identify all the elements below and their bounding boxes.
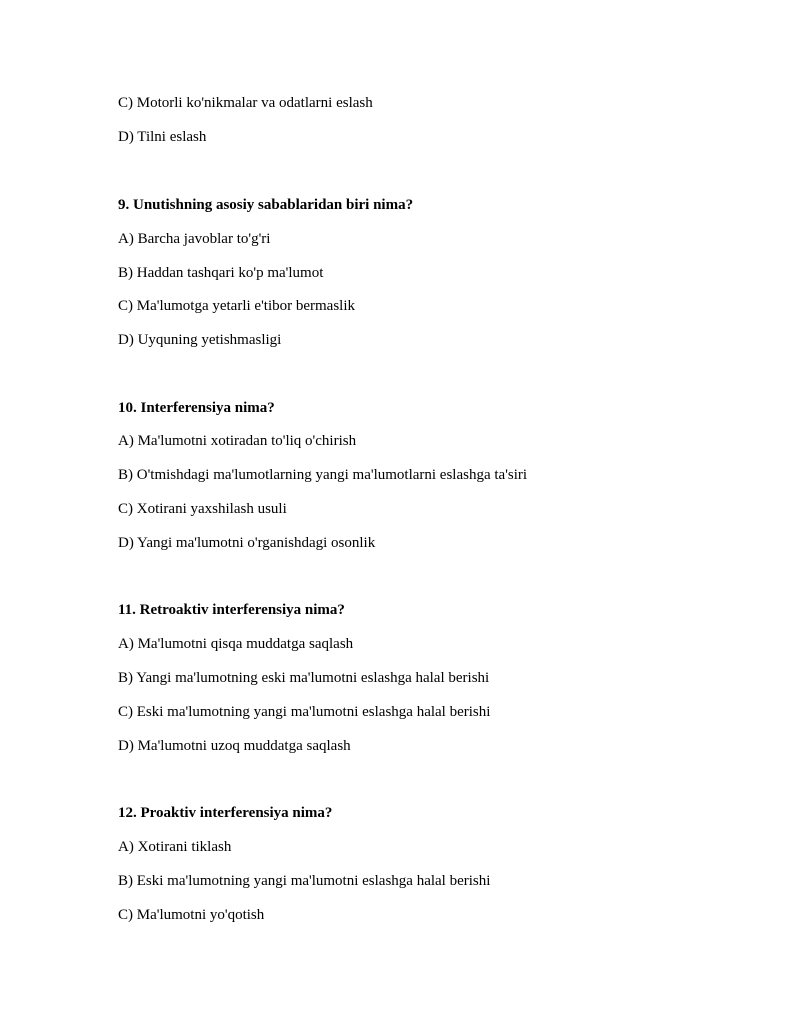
question-12-option-b: B) Eski ma'lumotning yangi ma'lumotni eslashga halal berishi <box>118 873 491 889</box>
option-prev-d: D) Tilni eslash <box>118 129 207 145</box>
question-9-option-d: D) Uyquning yetishmasligi <box>118 332 282 348</box>
question-12-option-c: C) Ma'lumotni yo'qotish <box>118 907 265 923</box>
question-11-option-c: C) Eski ma'lumotning yangi ma'lumotni eslashga halal berishi <box>118 704 491 720</box>
question-10-option-b: B) O'tmishdagi ma'lumotlarning yangi ma'lumotlarni eslashga ta'siri <box>118 467 528 483</box>
question-11-title: 11. Retroaktiv interferensiya nima? <box>118 602 345 618</box>
question-10-title: 10. Interferensiya nima? <box>118 400 275 416</box>
question-11-option-a: A) Ma'lumotni qisqa muddatga saqlash <box>118 636 354 652</box>
question-9-option-b: B) Haddan tashqari ko'p ma'lumot <box>118 265 324 281</box>
question-12-title: 12. Proaktiv interferensiya nima? <box>118 805 333 821</box>
question-12-option-a: A) Xotirani tiklash <box>118 839 232 855</box>
question-10-option-d: D) Yangi ma'lumotni o'rganishdagi osonlik <box>118 535 376 551</box>
question-11-option-d: D) Ma'lumotni uzoq muddatga saqlash <box>118 738 351 754</box>
option-prev-c: C) Motorli ko'nikmalar va odatlarni eslash <box>118 95 373 111</box>
question-9-option-c: C) Ma'lumotga yetarli e'tibor bermaslik <box>118 298 356 314</box>
question-9-option-a: A) Barcha javoblar to'g'ri <box>118 231 271 247</box>
question-9-title: 9. Unutishning asosiy sabablaridan biri nima? <box>118 197 414 213</box>
question-10-option-c: C) Xotirani yaxshilash usuli <box>118 501 287 517</box>
question-10-option-a: A) Ma'lumotni xotiradan to'liq o'chirish <box>118 433 357 449</box>
question-11-option-b: B) Yangi ma'lumotning eski ma'lumotni eslashga halal berishi <box>118 670 490 686</box>
